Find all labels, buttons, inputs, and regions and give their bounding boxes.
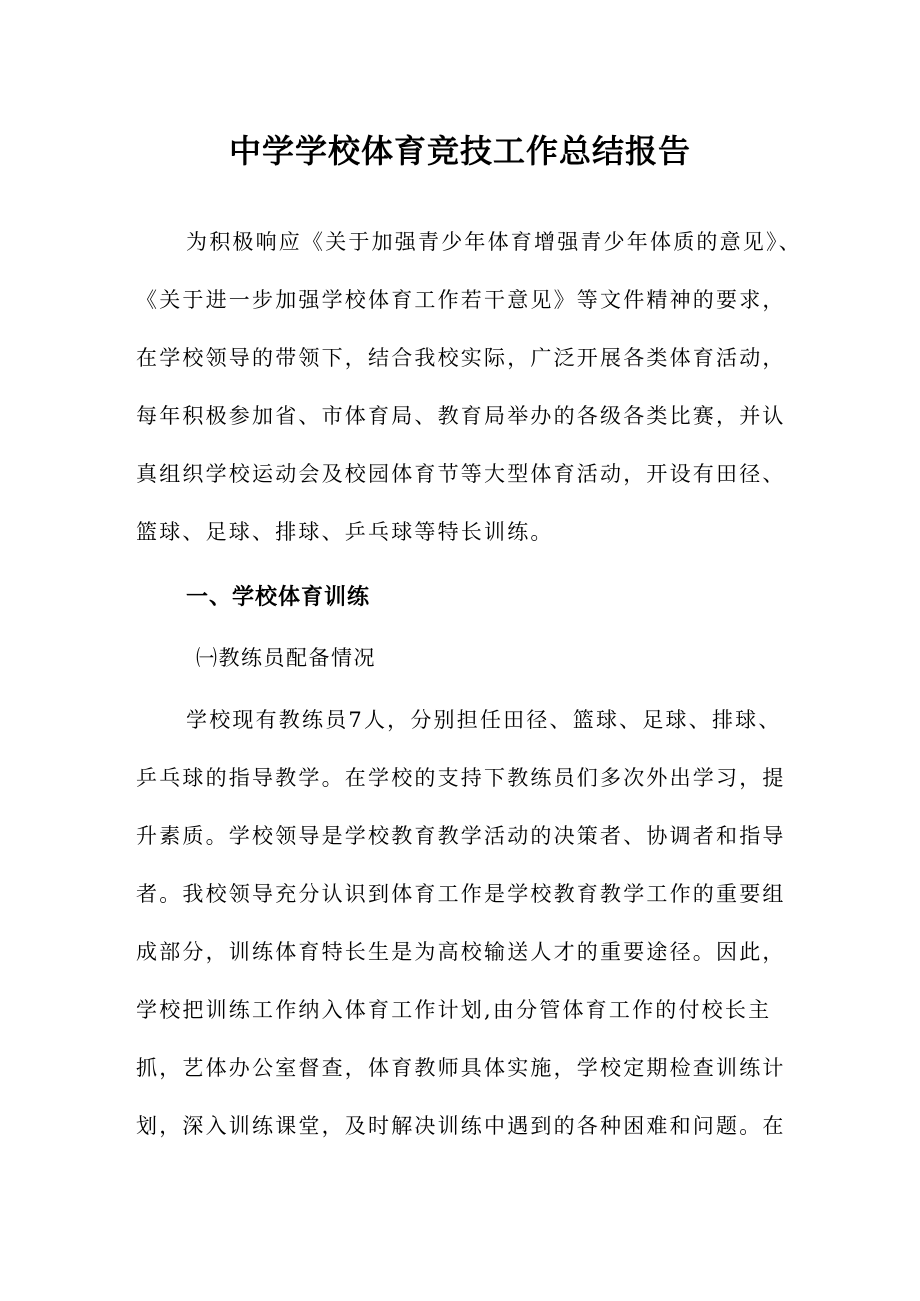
- body-line-8: 划，深入训练课堂，及时解决训练中遇到的各种困难和问题。在: [136, 1114, 786, 1138]
- intro-line-5: 真组织学校运动会及校园体育节等大型体育活动，开设有田径、: [136, 462, 786, 486]
- body-line-2: 乒乓球的指导教学。在学校的支持下教练员们多次外出学习，提: [136, 766, 786, 790]
- intro-line-1: 为积极响应《关于加强青少年体育增强青少年体质的意见》、: [186, 230, 802, 254]
- body-line-1: 学校现有教练员7人，分别担任田径、篮球、足球、排球、: [186, 708, 782, 732]
- intro-line-2: 《关于进一步加强学校体育工作若干意见》等文件精神的要求，: [136, 288, 786, 312]
- body-line-5: 成部分，训练体育特长生是为高校输送人才的重要途径。因此，: [136, 940, 786, 964]
- body-line-3: 升素质。学校领导是学校教育教学活动的决策者、协调者和指导: [136, 824, 786, 848]
- intro-line-3: 在学校领导的带领下，结合我校实际，广泛开展各类体育活动，: [136, 346, 786, 370]
- subsection-heading: ㈠教练员配备情况: [196, 646, 376, 670]
- body-line-7: 抓，艺体办公室督查，体育教师具体实施，学校定期检查训练计: [136, 1056, 786, 1080]
- intro-line-4: 每年积极参加省、市体育局、教育局举办的各级各类比赛，并认: [136, 404, 786, 428]
- document-title: 中学学校体育竞技工作总结报告: [228, 132, 691, 170]
- body-line-6: 学校把训练工作纳入体育工作计划,由分管体育工作的付校长主: [136, 998, 772, 1022]
- intro-line-6: 篮球、足球、排球、乒乓球等特长训练。: [136, 520, 554, 544]
- body-line-4: 者。我校领导充分认识到体育工作是学校教育教学工作的重要组: [136, 882, 786, 906]
- section-heading: 一、学校体育训练: [186, 585, 371, 610]
